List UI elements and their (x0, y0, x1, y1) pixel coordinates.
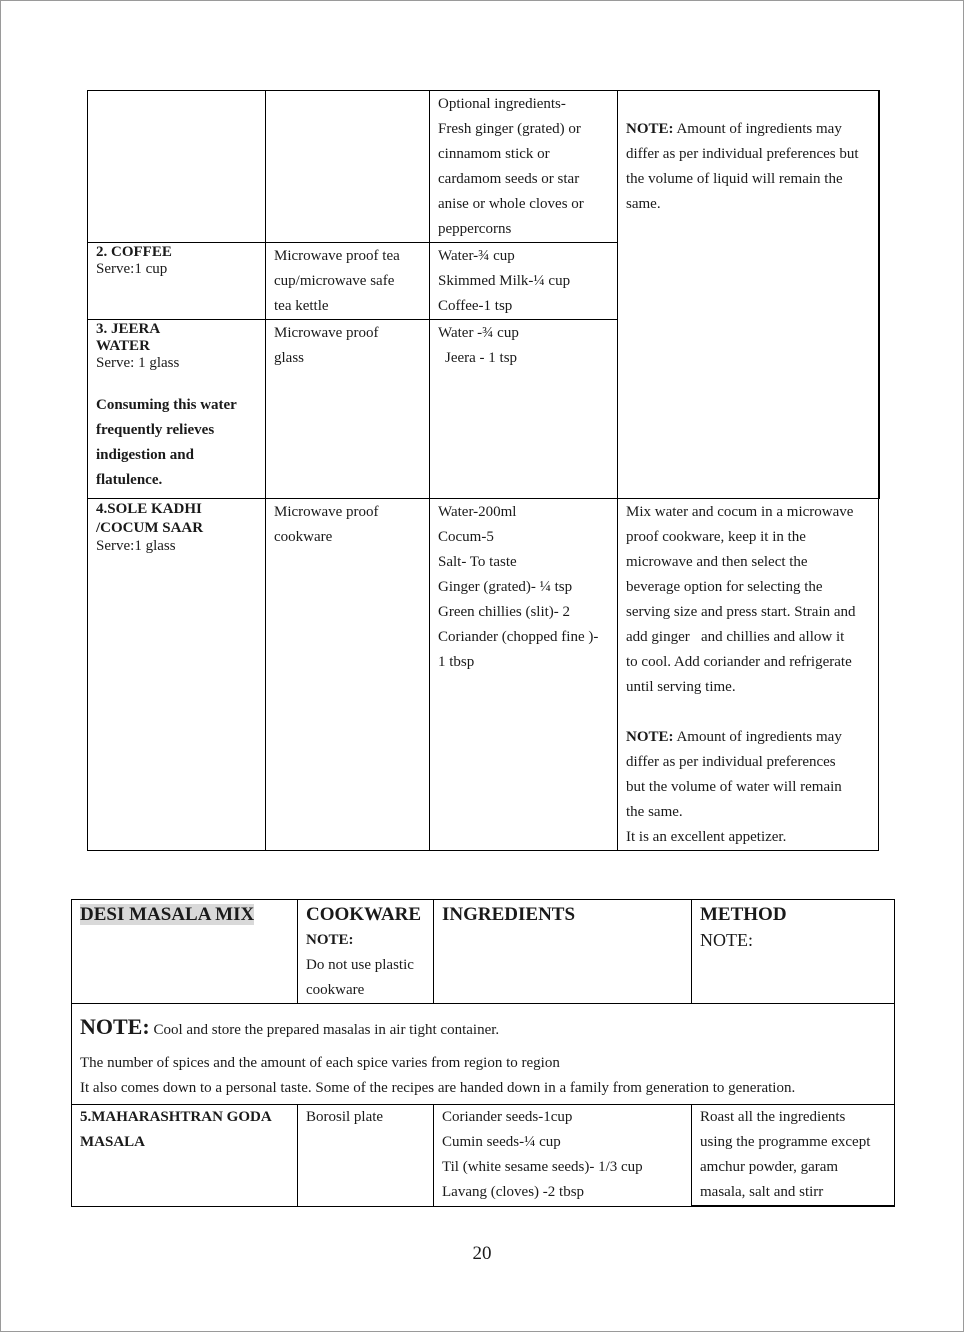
ingredient-line: Salt- To taste (438, 554, 517, 570)
ingredient-line: cardamom seeds or star (438, 171, 580, 187)
general-note-line: It also comes down to a personal taste. Some of the recipes are handed down in a family from generation to generation. (80, 1080, 796, 1096)
recipe-title: 5.MAHARASHTRAN GODA (80, 1109, 272, 1125)
ingredient-line: Coriander (chopped fine )- (438, 629, 599, 645)
cookware-note-line: Do not use plastic (306, 957, 414, 973)
note-label: NOTE: (626, 121, 674, 137)
method-line: using the programme except (700, 1134, 871, 1150)
method-heading: METHOD (700, 904, 787, 925)
ingredient-line: Water-¾ cup (438, 248, 515, 264)
ingredient-line: Ginger (grated)- ¼ tsp (438, 579, 573, 595)
recipe-name-cell (72, 1105, 298, 1207)
method-note: NOTE: (700, 930, 753, 950)
ingredient-line: Cocum-5 (438, 529, 494, 545)
table-row (88, 499, 879, 851)
note-text: Amount of ingredients may differ as per individual preferences but the volume of liquid will remain the same. (626, 121, 859, 212)
masala-recipe-table (71, 899, 895, 1207)
cookware-line: tea kettle (274, 298, 329, 314)
ingredients-cell (430, 91, 618, 243)
note-line (626, 725, 870, 750)
cookware-line: Microwave proof tea (274, 248, 400, 264)
benefit-line: indigestion and (96, 447, 194, 463)
method-header-cell (692, 900, 895, 1004)
note-line: the same. (626, 804, 683, 820)
recipe-title: WATER (96, 338, 150, 354)
general-note-cell (72, 1004, 895, 1105)
ingredient-line: Optional ingredients- (438, 96, 566, 112)
cookware-cell (298, 1105, 434, 1207)
cookware-cell (266, 320, 430, 499)
table-row (72, 1105, 895, 1207)
ingredient-line: Cumin seeds-¼ cup (442, 1134, 561, 1150)
ingredient-line: Coffee-1 tsp (438, 298, 513, 314)
general-note-label: NOTE: (80, 1014, 150, 1039)
ingredient-line: Lavang (cloves) -2 tbsp (442, 1184, 585, 1200)
recipe-name-cell (88, 499, 266, 851)
ingredient-line: Water-200ml (438, 504, 517, 520)
method-line: until serving time. (626, 679, 736, 695)
note-row (72, 1004, 895, 1105)
recipe-title: /COCUM SAAR (96, 520, 204, 536)
ingredient-line: anise or whole cloves or (438, 196, 584, 212)
method-line: masala, salt and stirr (700, 1184, 824, 1200)
benefit-line: Consuming this water (96, 397, 237, 413)
benefit-line: flatulence. (96, 472, 163, 488)
ingredients-header-cell (434, 900, 692, 1004)
recipe-title: 3. JEERA (96, 321, 161, 337)
cookware-line: cup/microwave safe (274, 273, 395, 289)
ingredients-cell (430, 243, 618, 320)
section-title: DESI MASALA MIX (80, 904, 255, 925)
method-cell (692, 1105, 895, 1207)
beverage-recipe-table (87, 90, 880, 851)
page-number: 20 (472, 1243, 492, 1264)
method-line: serving size and press start. Strain and (626, 604, 856, 620)
ingredient-line: cinnamom stick or (438, 146, 550, 162)
method-note-cell (618, 91, 879, 499)
method-line: to cool. Add coriander and refrigerate (626, 654, 852, 670)
serving-size: Serve:1 cup (96, 261, 168, 277)
note-label: NOTE: (626, 729, 674, 745)
ingredient-line: Til (white sesame seeds)- 1/3 cup (442, 1159, 643, 1175)
ingredient-line: peppercorns (438, 221, 512, 237)
method-line: amchur powder, garam (700, 1159, 839, 1175)
cookware-cell (266, 499, 430, 851)
cookware-line: Microwave proof (274, 504, 379, 520)
ingredients-cell (430, 320, 618, 499)
table-row (88, 91, 879, 243)
general-note-line: Cool and store the prepared masalas in air tight container. (153, 1022, 500, 1038)
cookware-cell (266, 91, 430, 243)
cookware-line: Borosil plate (306, 1109, 384, 1125)
ingredients-cell (430, 499, 618, 851)
method-line: add ginger and chillies and allow it (626, 629, 845, 645)
cookware-header-cell (298, 900, 434, 1004)
note-line: It is an excellent appetizer. (626, 829, 787, 845)
cookware-note-label: NOTE: (306, 932, 354, 948)
recipe-name-cell (88, 243, 266, 320)
method-line: proof cookware, keep it in the (626, 529, 806, 545)
serving-size: Serve:1 glass (96, 538, 176, 554)
cookware-heading: COOKWARE (306, 904, 422, 925)
header-row (72, 900, 895, 1004)
ingredient-line: Fresh ginger (grated) or (438, 121, 581, 137)
method-line: microwave and then select the (626, 554, 808, 570)
recipe-name-cell (88, 91, 266, 243)
serving-size: Serve: 1 glass (96, 355, 180, 371)
section-title-cell (72, 900, 298, 1004)
cookware-note-line: cookware (306, 982, 365, 998)
ingredient-line: Green chillies (slit)- 2 (438, 604, 571, 620)
recipe-name-cell (88, 320, 266, 499)
method-cell (618, 499, 879, 851)
method-line: Roast all the ingredients (700, 1109, 846, 1125)
cookware-cell (266, 243, 430, 320)
recipe-title: MASALA (80, 1134, 146, 1150)
note-line: but the volume of water will remain (626, 779, 842, 795)
recipe-title: 2. COFFEE (96, 244, 172, 260)
method-line: beverage option for selecting the (626, 579, 823, 595)
general-note-line: The number of spices and the amount of each spice varies from region to region (80, 1055, 560, 1071)
ingredient-line: 1 tbsp (438, 654, 475, 670)
cookware-line: glass (274, 350, 304, 366)
ingredient-line: Jeera - 1 tsp (445, 350, 518, 366)
cookware-line: Microwave proof (274, 325, 379, 341)
ingredients-cell (434, 1105, 692, 1207)
note-line: differ as per individual preferences (626, 754, 836, 770)
ingredient-line: Coriander seeds-1cup (442, 1109, 573, 1125)
ingredients-heading: INGREDIENTS (442, 904, 576, 925)
ingredient-line: Water -¾ cup (438, 325, 519, 341)
ingredient-line: Skimmed Milk-¼ cup (438, 273, 571, 289)
cookware-line: cookware (274, 529, 333, 545)
method-line: Mix water and cocum in a microwave (626, 504, 854, 520)
benefit-line: frequently relieves (96, 422, 215, 438)
note-text: Amount of ingredients may (676, 729, 842, 745)
recipe-title: 4.SOLE KADHI (96, 501, 202, 517)
